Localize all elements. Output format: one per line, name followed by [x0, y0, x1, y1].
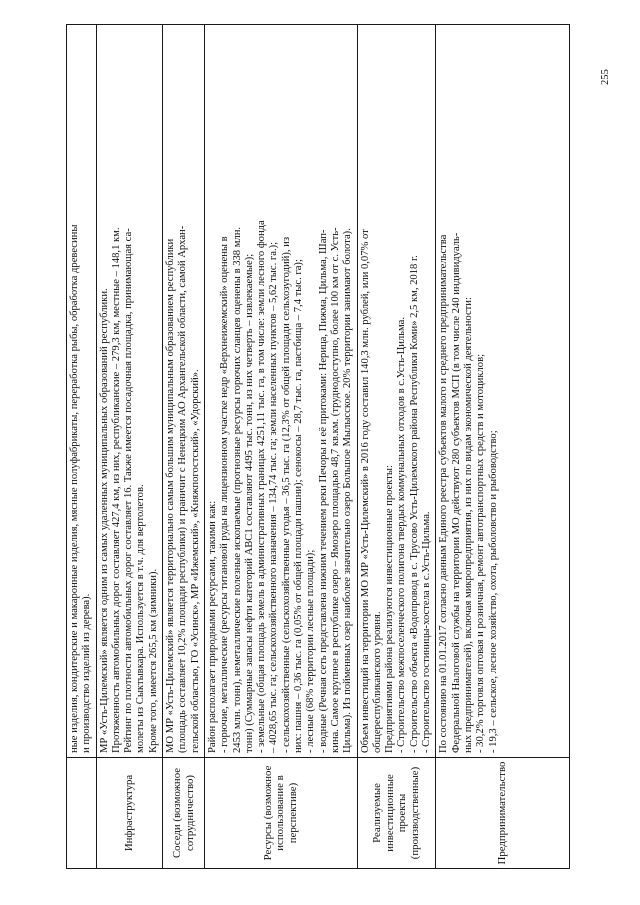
- text-line: МР «Усть-Цилемский» является одним из самых удаленных муниципальных образований республики.: [98, 288, 110, 753]
- text-line: кина. Самое крупное в республике озеро – Ямозеро площадью 48,7 кв.км. (труднодоступно, более 100 км от с. Усть-: [329, 227, 341, 753]
- text-line: - Строительство межпоселенческого полигона твердых коммунальных отходов в с.Усть-Цильма.: [396, 317, 408, 753]
- text-line: ные изделия, кондитерские и макаронные изделия, мясные полуфабрикаты, переработка рыбы, обработка древесины: [69, 224, 80, 753]
- text-line: - Строительство объекта «Водопровод в с. Трусово Усть-Цилемского района Республики Коми» 2,5 км, 2018 г.: [408, 255, 420, 753]
- text-line: Протяженность автомобильных дорог составляет 427,4 км, из них, республиканские – 279,3 км, местные – 148,1 км.: [110, 227, 122, 753]
- text-line: - Строительство гостиницы-хостела в с.Усть-Цильма.: [421, 511, 433, 753]
- rotated-page: [66, 24, 570, 869]
- text-line: (площадь составляет 10,2% площади республики) и граничит с Ненецким АО Архангельской области, самой Архан-: [177, 225, 189, 753]
- table-row: [204, 25, 357, 869]
- text-line: них: пашня – 0,36 тыс. га (0,05% от общей площади пашни); сенокосы – 28,7 тыс. га, пастбища – 7,4 тыс. га);: [293, 259, 305, 753]
- text-line: - лесные (68% территории лесные площади);: [305, 549, 317, 753]
- page-number: 255: [600, 69, 611, 85]
- row-content: [357, 25, 436, 758]
- text-line: ных предпринимателей), включая микропредприятия, из них по видам экономической деятельности:: [462, 297, 474, 753]
- text-line: - 30,2% торговля оптовая и розничная, ремонт автотранспортных средств и мотоциклов;: [475, 353, 487, 753]
- row-label: Реализуемые инвестиционные проекты (производственные): [357, 758, 436, 869]
- text-line: По состоянию на 01.01.2017 согласно данным Единого реестра субъектов малого и среднего предпринимательства: [438, 234, 450, 753]
- text-line: Предприятиями района реализуются инвестиционные проекты:: [384, 465, 396, 753]
- text-line: и производство изделий из дерева).: [81, 593, 93, 753]
- text-line: Рейтинг по плотности автомобильных дорог составляет 16. Также имеется посадочная площадка, принимающая са-: [123, 228, 135, 753]
- text-line: 2453 млн. тонн), неметаллические полезные ископаемые (прогнозные ресурсы горючих сланцев оценены в 338 млн.: [231, 226, 243, 753]
- text-line: Район располагает природными ресурсами, такими как:: [206, 500, 218, 753]
- table-row: [357, 25, 436, 869]
- text-line: МО МР «Усть-Цилемский» является территориально самым большим муниципальным образованием республики: [165, 238, 177, 753]
- row-label: Инфраструктура: [96, 758, 162, 869]
- text-line: молеты из Сыктывкара. Используется в т.ч. для вертолетов.: [135, 484, 147, 753]
- row-label: [67, 758, 97, 869]
- text-line: – 4028,65 тыс. га; сельскохозяйственного назначения – 134,74 тыс. га; земли населенных пунктов – 5,62 тыс. га.);: [268, 241, 280, 753]
- text-line: Объем инвестиций на территории МО МР «Усть-Цилемский» в 2016 году составил 140,3 млн. рублей, или 0,07% от: [359, 229, 371, 753]
- text-line: общереспубликанского уровня.: [371, 611, 383, 753]
- row-content: [96, 25, 162, 758]
- row-label: Ресурсы (возможное использование в перспективе): [204, 758, 357, 869]
- text-line: Федеральной Налоговой службы на территории МО действуют 280 субъектов МСП (в том числе 240 индивидуаль-: [450, 232, 462, 753]
- row-content: [163, 25, 205, 758]
- table-row: [436, 25, 570, 869]
- row-content: [67, 25, 97, 758]
- row-label: Предпринимательство: [436, 758, 570, 869]
- text-line: Кроме того, имеется 265,5 км (зимники).: [147, 568, 159, 753]
- text-line: гельской областью, ГО «Усинск», МР «Ижемский», «Княжпогостский», «Удорский».: [189, 369, 201, 753]
- text-line: тонн) (Суммарные запасы нефти категорий АВС1 составляют 4495 тыс. тонн, из них четверть – извлекаемые);: [243, 253, 255, 753]
- profile-table: [66, 24, 570, 869]
- table-row: [163, 25, 205, 869]
- text-line: - сельскохозяйственные (сельскохозяйственные угодья – 36,5 тыс. га (12,3% от общей площади сельхозугодий), из: [280, 236, 292, 753]
- text-line: - земельные (общая площадь земель в административных границах 4251,11 тыс. га, в том числе: земли лесного фонда: [256, 220, 268, 753]
- document-frame: [66, 24, 570, 869]
- text-line: - 19,3 – сельское, лесное хозяйство, охота, рыболовство и рыбоводство;: [487, 430, 499, 753]
- row-label: Соседи (возможное сотрудничество): [163, 758, 205, 869]
- text-line: - водные (Речная сеть представлена нижним течением реки Печоры и её притоками: Нерица, Пижма, Цильма, Шап-: [317, 229, 329, 753]
- table-row: [96, 25, 162, 869]
- row-content: [204, 25, 357, 758]
- row-content: [436, 25, 570, 758]
- text-line: Цильма). Из пойменных озер наиболее значительно озеро Большое Мылысское. 20% территории занимают болота).: [342, 228, 354, 753]
- table-row: [67, 25, 97, 869]
- text-line: - горючие, металлические (ресурсы титановой руды на лицензионном участке недр «Верхнеижемский» оценены в: [219, 236, 231, 753]
